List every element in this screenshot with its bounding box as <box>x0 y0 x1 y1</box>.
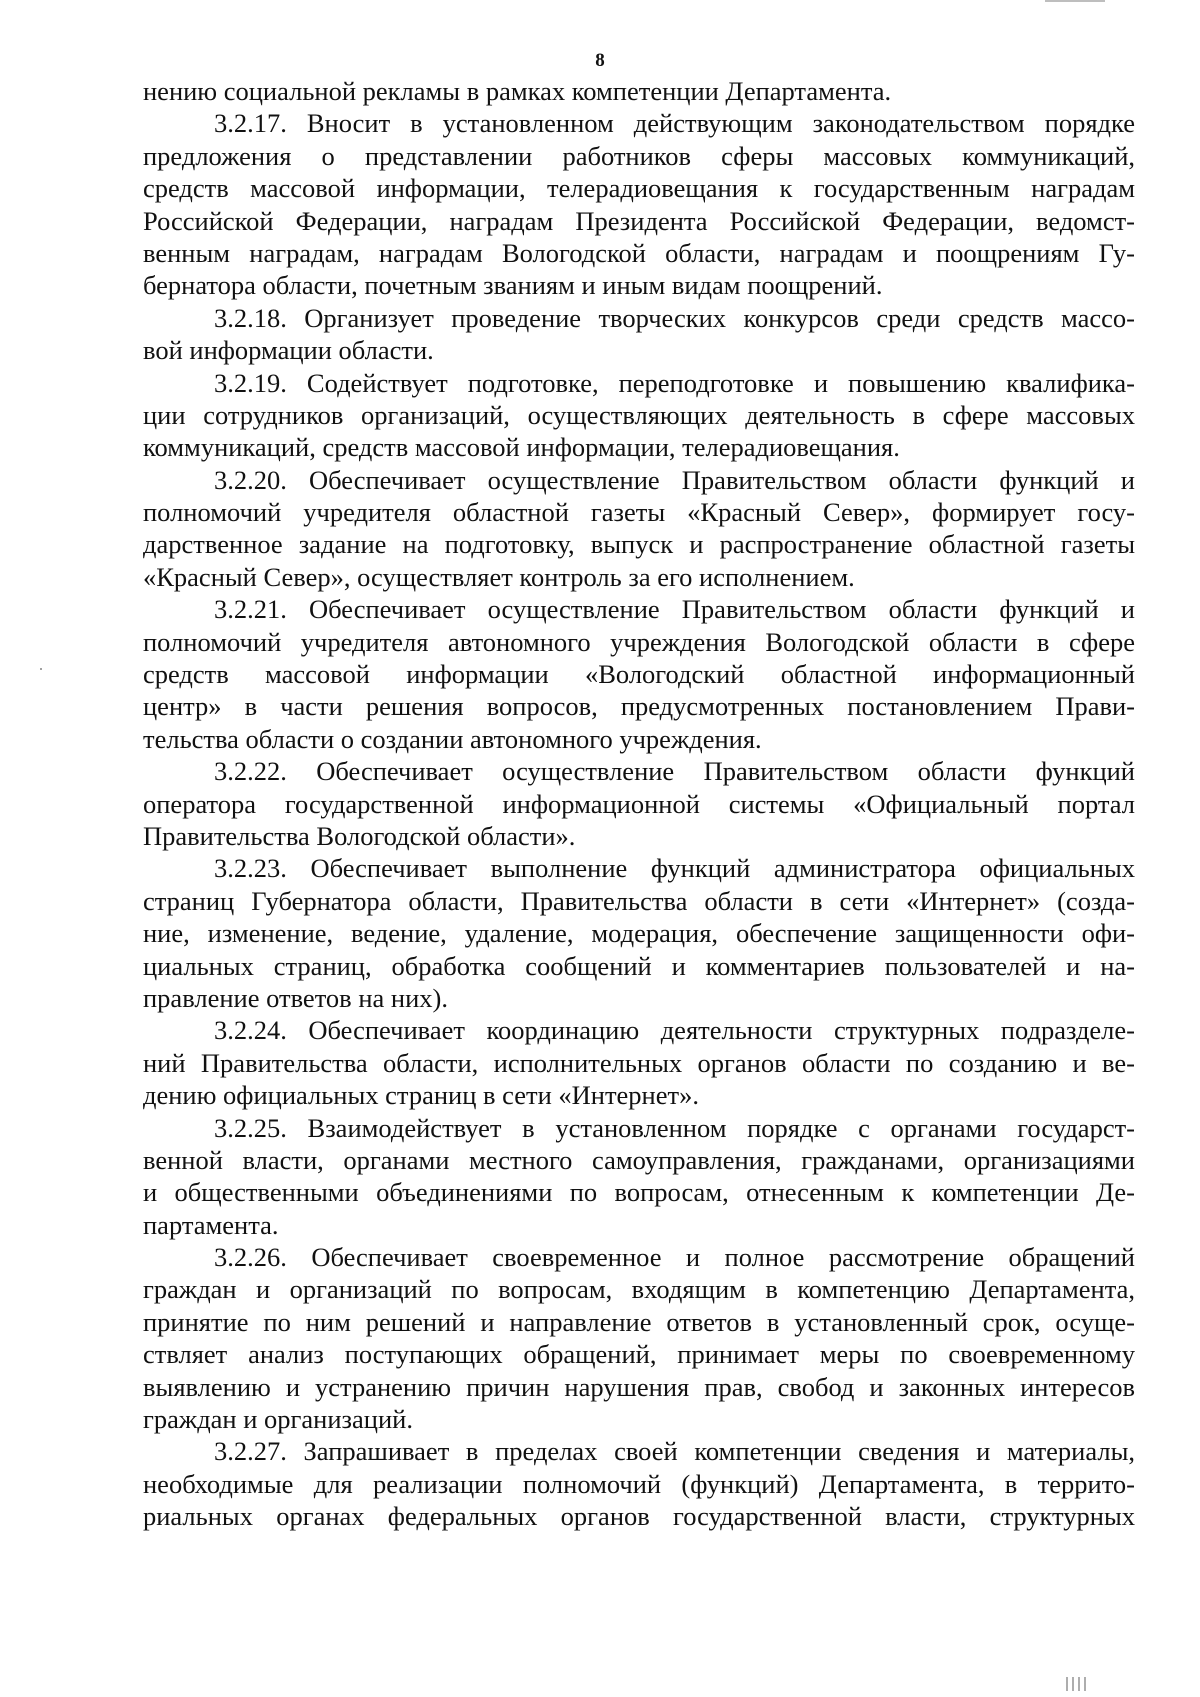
text-line: дению официальных страниц в сети «Интернет». <box>143 1080 699 1111</box>
paragraph-3-2-20 <box>143 464 1135 594</box>
text-line: необходимые для реализации полномочий (функций) Департамента, в террито- <box>143 1468 1135 1499</box>
text-line: выявлению и устранению причин нарушения прав, свобод и законных интересов <box>143 1371 1135 1402</box>
paragraph-3-2-24 <box>143 1014 1135 1111</box>
text-line: Правительства Вологодской области». <box>143 820 576 851</box>
text-line: ствляет анализ поступающих обращений, принимает меры по своевременному <box>143 1339 1135 1370</box>
text-line: вой информации области. <box>143 335 434 366</box>
text-line: граждан и организаций. <box>143 1404 413 1435</box>
text-line: ний Правительства области, исполнительных органов области по созданию и ве- <box>143 1047 1135 1078</box>
text-line: коммуникаций, средств массовой информации, телерадиовещания. <box>143 432 900 463</box>
text-line: 3.2.24. Обеспечивает координацию деятельности структурных подразделе- <box>214 1015 1135 1046</box>
text-line: полномочий учредителя автономного учреждения Вологодской области в сфере <box>143 626 1135 657</box>
text-line: 3.2.27. Запрашивает в пределах своей компетенции сведения и материалы, <box>214 1436 1135 1467</box>
scan-artifact-bottom <box>1066 1677 1090 1691</box>
text-line: граждан и организаций по вопросам, входящим в компетенцию Департамента, <box>143 1274 1135 1305</box>
text-line: правление ответов на них). <box>143 982 448 1013</box>
paragraph-3-2-17 <box>143 107 1135 301</box>
text-line: 3.2.18. Организует проведение творческих конкурсов среди средств массо- <box>214 302 1135 333</box>
text-line: 3.2.17. Вносит в установленном действующим законодательством порядке <box>214 108 1135 139</box>
text-line: полномочий учредителя областной газеты «Красный Север», формирует госу- <box>143 497 1135 528</box>
text-line: принятие по ним решений и направление ответов в установленный срок, осуще- <box>143 1306 1135 1337</box>
text-line: риальных органах федеральных органов государственной власти, структурных <box>143 1501 1135 1532</box>
text-line: тельства области о создании автономного учреждения. <box>143 723 762 754</box>
paragraph-cont <box>143 75 1135 107</box>
text-line: дарственное задание на подготовку, выпуск и распространение областной газеты <box>143 529 1135 560</box>
paragraph-3-2-26 <box>143 1241 1135 1435</box>
text-line: ние, изменение, ведение, удаление, модерация, обеспечение защищенности офи- <box>143 918 1135 949</box>
paragraph-3-2-18 <box>143 302 1135 367</box>
text-line: партамента. <box>143 1209 279 1240</box>
text-line: оператора государственной информационной системы «Официальный портал <box>143 788 1135 819</box>
text-line: венным наградам, наградам Вологодской области, наградам и поощрениям Гу- <box>143 237 1135 268</box>
text-line: циальных страниц, обработка сообщений и комментариев пользователей и на- <box>143 950 1135 981</box>
text-line: средств массовой информации «Вологодский областной информационный <box>143 659 1135 690</box>
text-line: Российской Федерации, наградам Президента Российской Федерации, ведомст- <box>143 205 1135 236</box>
text-line: центр» в части решения вопросов, предусмотренных постановлением Прави- <box>143 691 1135 722</box>
text-line: 3.2.25. Взаимодействует в установленном порядке с органами государст- <box>214 1112 1135 1143</box>
paragraph-3-2-23 <box>143 852 1135 1014</box>
page-number: 8 <box>595 50 605 71</box>
paragraph-3-2-27 <box>143 1435 1135 1532</box>
text-line: средств массовой информации, телерадиовещания к государственным наградам <box>143 173 1135 204</box>
text-line: ции сотрудников организаций, осуществляющих деятельность в сфере массовых <box>143 399 1135 430</box>
text-line: «Красный Север», осуществляет контроль за его исполнением. <box>143 561 855 592</box>
text-line: нению социальной рекламы в рамках компетенции Департамента. <box>143 76 892 106</box>
text-line: и общественными объединениями по вопросам, отнесенным к компетенции Де- <box>143 1177 1135 1208</box>
text-line: 3.2.20. Обеспечивает осуществление Правительством области функций и <box>214 464 1135 495</box>
text-line: 3.2.23. Обеспечивает выполнение функций администратора официальных <box>214 853 1135 884</box>
text-line: венной власти, органами местного самоуправления, гражданами, организациями <box>143 1144 1135 1175</box>
text-line: 3.2.21. Обеспечивает осуществление Правительством области функций и <box>214 594 1135 625</box>
document-body <box>143 75 1135 1533</box>
text-line: страниц Губернатора области, Правительства области в сети «Интернет» (созда- <box>143 885 1135 916</box>
paragraph-3-2-21 <box>143 593 1135 755</box>
text-line: 3.2.19. Содействует подготовке, переподготовке и повышению квалифика- <box>214 367 1135 398</box>
text-line: предложения о представлении работников сферы массовых коммуникаций, <box>143 140 1135 171</box>
text-line: бернатора области, почетным званиям и иным видам поощрений. <box>143 270 883 301</box>
text-line: 3.2.26. Обеспечивает своевременное и полное рассмотрение обращений <box>214 1242 1135 1273</box>
paragraph-3-2-19 <box>143 367 1135 464</box>
scan-artifact-top <box>1045 0 1105 2</box>
text-line: 3.2.22. Обеспечивает осуществление Правительством области функций <box>214 756 1135 787</box>
scan-artifact-left <box>40 668 42 670</box>
paragraph-3-2-25 <box>143 1112 1135 1242</box>
paragraph-3-2-22 <box>143 755 1135 852</box>
